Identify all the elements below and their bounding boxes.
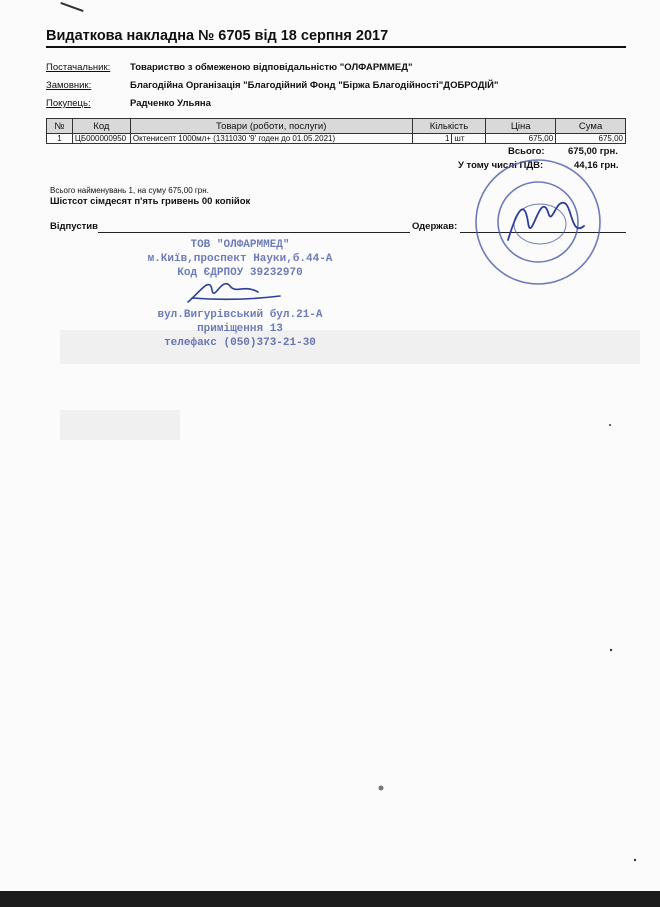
ink-dot: [634, 859, 636, 861]
ink-dot: [609, 424, 611, 426]
col-sum: Сума: [556, 119, 626, 134]
vat-label: У тому числі ПДВ:: [458, 160, 544, 171]
stamp-line: вул.Вигурівський бул.21-А: [157, 309, 323, 321]
cell-goods: Октенисепт 1000мл+ (1311030 '9' годен до 01.05.2021): [130, 134, 412, 144]
total-label: Всього:: [508, 146, 545, 157]
stamp-line: приміщення 13: [197, 323, 283, 335]
round-seal: [476, 160, 600, 284]
col-number: №: [47, 119, 73, 134]
col-code: Код: [72, 119, 130, 134]
amount-in-words: Шістсот сімдесят п'ять гривень 00 копійок: [50, 196, 251, 207]
signature-seal-icon: [508, 203, 584, 240]
cell-unit: шт: [452, 134, 486, 144]
supplier-value: Товариство з обмеженою відповідальністю "ОЛФАРММЕД": [130, 62, 413, 73]
cell-price: 675,00: [486, 134, 556, 144]
received-label: Одержав:: [412, 221, 458, 232]
total-value: 675,00 грн.: [568, 146, 618, 157]
col-goods: Товари (роботи, послуги): [130, 119, 412, 134]
items-summary: Всього найменувань 1, на суму 675,00 грн.: [50, 186, 209, 195]
document-title: Видаткова накладна № 6705 від 18 серпня 2017: [46, 28, 389, 44]
col-quantity: Кількість: [412, 119, 486, 134]
ink-dot: [379, 786, 384, 791]
customer-label: Замовник:: [46, 80, 92, 91]
col-price: Ціна: [486, 119, 556, 134]
stamp-line: телефакс (050)373-21-30: [164, 337, 316, 349]
signature-stamp-icon: [188, 284, 280, 302]
buyer-label: Покупець:: [46, 98, 91, 109]
scan-bottom-edge: [0, 891, 660, 907]
cell-quantity: 1: [412, 134, 452, 144]
released-label: Відпустив: [50, 221, 98, 232]
buyer-value: Радченко Ульяна: [130, 98, 211, 109]
stamp-line: м.Київ,проспект Науки,б.44-А: [147, 253, 333, 265]
stamp-line: Код ЄДРПОУ 39232970: [177, 267, 303, 279]
supplier-label: Постачальник:: [46, 62, 111, 73]
customer-value: Благодійна Організація "Благодійний Фонд "Біржа Благодійності"ДОБРОДІЙ": [130, 80, 499, 91]
vat-value: 44,16 грн.: [574, 160, 619, 171]
cell-sum: 675,00: [556, 134, 626, 144]
stamp-line: ТОВ "ОЛФАРММЕД": [190, 239, 290, 251]
cell-number: 1: [47, 134, 73, 144]
ink-dot: [610, 649, 612, 651]
cell-code: ЦБ000000950: [72, 134, 130, 144]
